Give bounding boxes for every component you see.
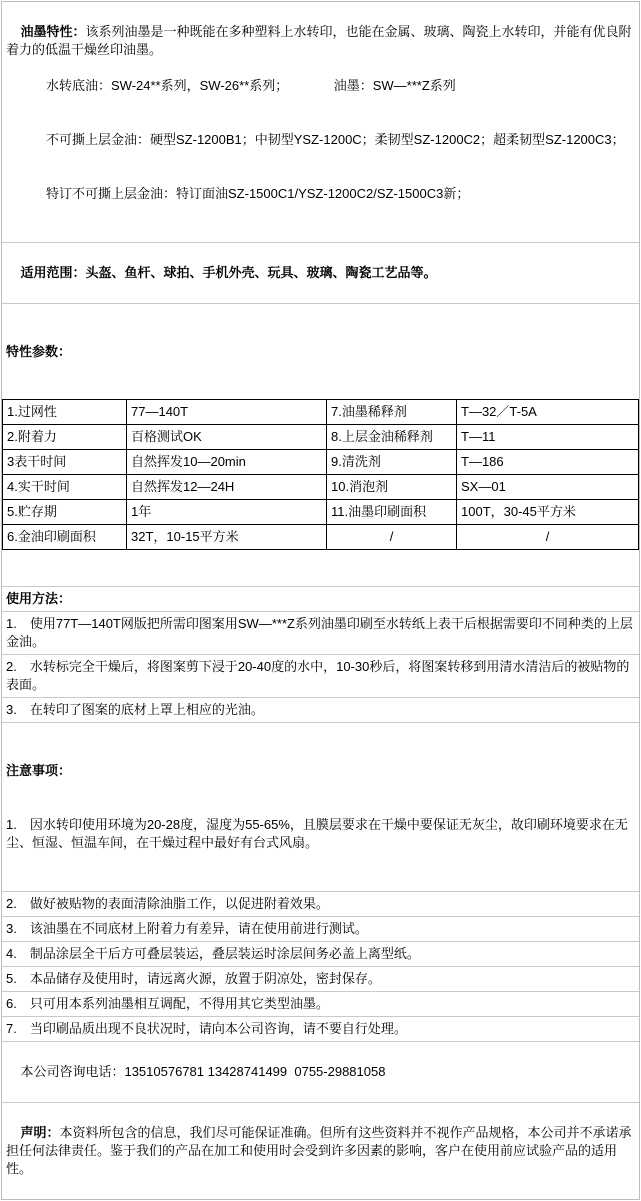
param-name-cell: 4.实干时间	[3, 475, 127, 500]
param-value-cell: 百格测试OK	[127, 425, 327, 450]
section-precautions	[2, 722, 639, 891]
contact-phone-numbers: 13510576781 13428741499 0755-29881058	[124, 1064, 386, 1079]
table-row	[3, 475, 639, 500]
precaution-item-6: 6. 只可用本系列油墨相互调配，不得用其它类型油墨。	[2, 991, 639, 1016]
param-name-cell: 5.贮存期	[3, 500, 127, 525]
table-row	[3, 400, 639, 425]
contact-phone-row	[2, 1041, 639, 1102]
param-value-cell: 自然挥发12—24H	[127, 475, 327, 500]
param-value-cell: 100T，30-45平方米	[457, 500, 639, 525]
param-value-cell: 自然挥发10—20min	[127, 450, 327, 475]
param-name-cell: 11.油墨印刷面积	[327, 500, 457, 525]
param-value-cell: T—186	[457, 450, 639, 475]
disclaimer-heading: 声明：	[20, 1125, 60, 1140]
param-name-cell: 8.上层金油稀释剂	[327, 425, 457, 450]
param-value-cell: T—11	[457, 425, 639, 450]
section-parameters	[2, 303, 639, 586]
param-name-cell: 1.过网性	[3, 400, 127, 425]
table-row	[3, 425, 639, 450]
param-value-cell: T—32／T-5A	[457, 400, 639, 425]
precaution-item-2: 2. 做好被贴物的表面清除油脂工作，以促进附着效果。	[2, 891, 639, 916]
precautions-heading: 注意事项：	[6, 763, 72, 778]
ink-characteristics-text: 该系列油墨是一种既能在多种塑料上水转印，也能在金属、玻璃、陶瓷上水转印，并能有优良附着力的低温干燥丝印油墨。	[6, 24, 632, 57]
section-applicable-scope	[2, 242, 639, 303]
section-ink-characteristics	[2, 2, 639, 242]
param-value-cell: 77—140T	[127, 400, 327, 425]
param-name-cell: 6.金油印刷面积	[3, 525, 127, 550]
table-row	[3, 450, 639, 475]
precaution-item-4: 4. 制品涂层全干后方可叠层装运，叠层装运时涂层间务必盖上离型纸。	[2, 941, 639, 966]
applicable-scope-text: 头盔、鱼杆、球拍、手机外壳、玩具、玻璃、陶瓷工艺品等。	[85, 265, 437, 280]
param-name-cell: 10.消泡剂	[327, 475, 457, 500]
ink-base-oil-line: 水转底油：SW-24**系列，SW-26**系列； 油墨：SW—***Z系列	[46, 78, 456, 93]
applicable-scope-heading: 适用范围：	[20, 265, 86, 280]
usage-step-1: 1. 使用77T—140T网版把所需印图案用SW—***Z系列油墨印刷至水转纸上表干后根据需要印不同种类的上层金油。	[2, 611, 639, 654]
precaution-item-1: 1. 因水转印使用环境为20-28度，湿度为55-65%，且膜层要求在干燥中要保证无灰尘，故印刷环境要求在无尘、恒湿、恒温车间，在干燥过程中最好有台式风扇。	[6, 817, 628, 850]
parameters-heading: 特性参数：	[6, 344, 72, 359]
ink-topcoat-line: 不可撕上层金油：硬型SZ-1200B1；中韧型YSZ-1200C；柔韧型SZ-1200C2；超柔韧型SZ-1200C3；	[46, 132, 625, 147]
usage-heading: 使用方法：	[2, 586, 639, 611]
param-name-cell: 7.油墨稀释剂	[327, 400, 457, 425]
table-row	[3, 525, 639, 550]
ink-characteristics-heading: 油墨特性：	[20, 24, 86, 39]
precaution-item-7: 7. 当印刷品质出现不良状况时，请向本公司咨询，请不要自行处理。	[2, 1016, 639, 1041]
table-row	[3, 500, 639, 525]
param-value-cell: 32T，10-15平方米	[127, 525, 327, 550]
param-name-cell: /	[327, 525, 457, 550]
param-name-cell: 9.清洗剂	[327, 450, 457, 475]
section-disclaimer	[2, 1102, 639, 1199]
disclaimer-text: 本资料所包含的信息，我们尽可能保证准确。但所有这些资料并不视作产品规格，本公司并不承诺承担任何法律责任。鉴于我们的产品在加工和使用时会受到许多因素的影响，客户在使用前应试验产品的适用性。	[6, 1125, 632, 1176]
param-name-cell: 2.附着力	[3, 425, 127, 450]
product-spec-document	[1, 1, 640, 1200]
param-name-cell: 3表干时间	[3, 450, 127, 475]
usage-step-2: 2. 水转标完全干燥后，将图案剪下浸于20-40度的水中，10-30秒后，将图案转移到用清水清洁后的被贴物的表面。	[2, 654, 639, 697]
param-value-cell: 1年	[127, 500, 327, 525]
precaution-item-5: 5. 本品储存及使用时，请远离火源，放置于阴凉处，密封保存。	[2, 966, 639, 991]
ink-custom-topcoat-line: 特订不可撕上层金油：特订面油SZ-1500C1/YSZ-1200C2/SZ-1500C3新；	[46, 186, 470, 201]
parameters-table	[2, 399, 639, 550]
param-value-cell: SX—01	[457, 475, 639, 500]
usage-step-3: 3. 在转印了图案的底材上罩上相应的光油。	[2, 697, 639, 722]
precaution-item-3: 3. 该油墨在不同底材上附着力有差异，请在使用前进行测试。	[2, 916, 639, 941]
param-value-cell: /	[457, 525, 639, 550]
contact-phone-label: 本公司咨询电话：	[20, 1064, 125, 1079]
